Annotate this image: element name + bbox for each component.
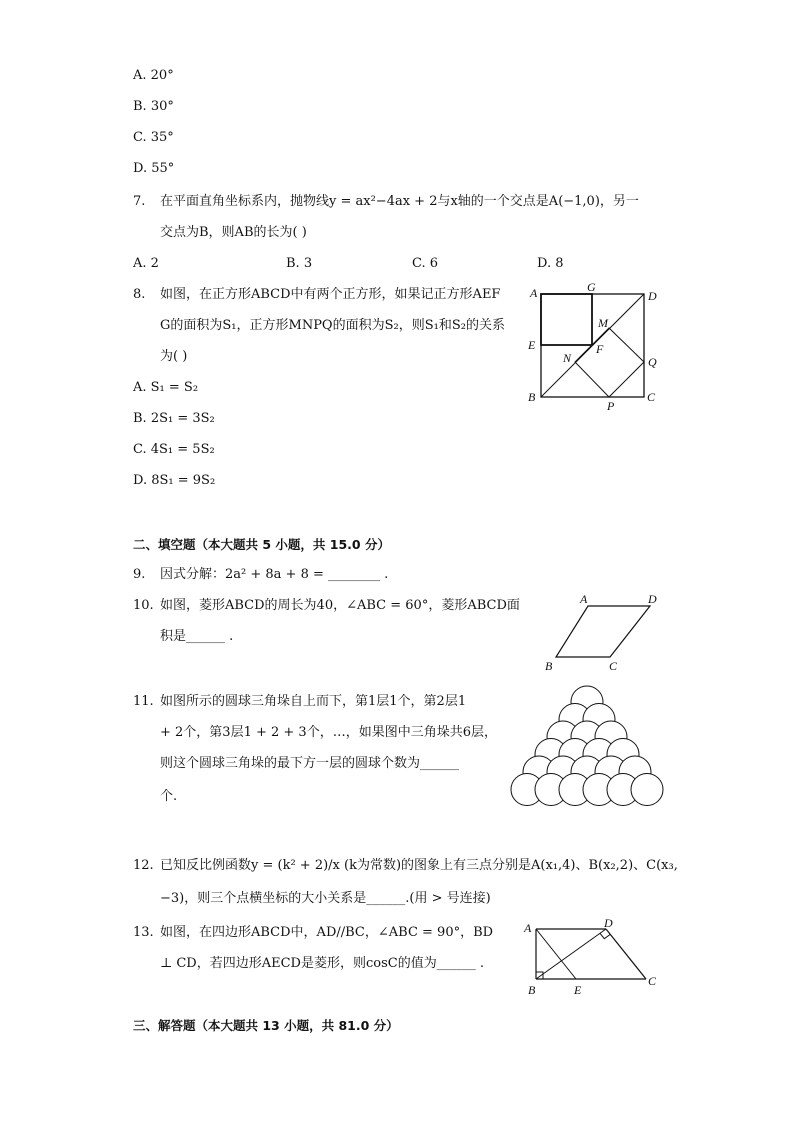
q8-label-m: M	[598, 316, 608, 330]
q8-number: 8.	[133, 287, 146, 302]
q13-stem-line2: ⊥ CD，若四边形AECD是菱形，则cosC的值为______ .	[160, 956, 484, 971]
q11-stem-line4: 个.	[160, 789, 178, 804]
q8-label-n: N	[563, 351, 572, 365]
q8-stem-line1: 如图，在正方形ABCD中有两个正方形，如果记正方形AEF	[160, 287, 501, 302]
q10-stem-line2: 积是______ .	[160, 629, 234, 644]
q11-ball-pile-figure	[510, 685, 665, 825]
q13-label-e: E	[574, 983, 582, 997]
q13-label-b: B	[528, 983, 536, 997]
section-2-heading: 二、填空题（本大题共 5 小题，共 15.0 分）	[133, 537, 390, 552]
q8-label-c: C	[647, 390, 656, 404]
q8-figure	[520, 280, 670, 413]
q10-label-c: C	[609, 659, 618, 673]
q12-stem-line2: −3)，则三个点横坐标的大小关系是______.(用 > 号连接)	[160, 891, 491, 906]
q6-option-a: A. 20°	[133, 68, 174, 83]
q8-stem-line3: 为( )	[160, 349, 188, 364]
q6-option-d: D. 55°	[133, 161, 175, 176]
q8-option-d: D. 8S₁ = 9S₂	[133, 473, 216, 488]
q13-figure	[520, 915, 665, 1000]
section-3-heading: 三、解答题（本大题共 13 小题，共 81.0 分）	[133, 1018, 399, 1033]
q7-option-d: D. 8	[537, 256, 564, 271]
q8-label-g: G	[587, 280, 596, 294]
q7-stem-line1: 在平面直角坐标系内，抛物线y = ax²−4ax + 2与x轴的一个交点是A(−1,0)，另一	[160, 194, 639, 209]
q8-label-d: D	[648, 289, 657, 303]
q13-label-a: A	[524, 921, 532, 935]
q10-label-a: A	[580, 592, 588, 606]
q10-label-d: D	[648, 592, 657, 606]
q13-stem-line1: 如图，在四边形ABCD中，AD//BC，∠ABC = 90°，BD	[160, 925, 494, 940]
ball	[631, 774, 663, 806]
q10-rhombus-figure	[540, 590, 670, 675]
q9-stem: 因式分解：2a² + 8a + 8 = ________ .	[160, 567, 389, 582]
q8-option-b: B. 2S₁ = 3S₂	[133, 411, 215, 426]
q8-label-f: F	[596, 342, 604, 356]
q13-number: 13.	[133, 925, 154, 940]
q8-option-a: A. S₁ = S₂	[133, 380, 199, 395]
q11-number: 11.	[133, 694, 154, 709]
q11-stem-line2: + 2个，第3层1 + 2 + 3个，…，如果图中三角垛共6层，	[160, 725, 497, 740]
q12-number: 12.	[133, 858, 154, 873]
q10-number: 10.	[133, 598, 154, 613]
q11-stem-line1: 如图所示的圆球三角垛自上而下，第1层1个，第2层1	[160, 694, 467, 709]
q8-label-a: A	[530, 286, 538, 300]
q6-option-c: C. 35°	[133, 130, 174, 145]
q8-label-q: Q	[648, 355, 657, 369]
q9-number: 9.	[133, 567, 146, 582]
q12-stem-line1: 已知反比例函数y = (k² + 2)/x (k为常数)的图象上有三点分别是A(x₁,4)、B(x₂,2)、C(x₃,	[160, 858, 678, 873]
q8-option-c: C. 4S₁ = 5S₂	[133, 442, 215, 457]
q13-label-c: C	[648, 974, 657, 988]
q8-stem-line2: G的面积为S₁，正方形MNPQ的面积为S₂，则S₁和S₂的关系	[160, 318, 505, 333]
q7-stem-line2: 交点为B，则AB的长为( )	[160, 225, 307, 240]
q8-label-b: B	[528, 390, 536, 404]
q8-label-p: P	[607, 399, 615, 413]
q7-option-c: C. 6	[412, 256, 439, 271]
q7-option-a: A. 2	[133, 256, 159, 271]
q6-option-b: B. 30°	[133, 99, 174, 114]
q10-stem-line1: 如图，菱形ABCD的周长为40，∠ABC = 60°，菱形ABCD面	[160, 598, 520, 613]
q7-option-b: B. 3	[286, 256, 313, 271]
q10-label-b: B	[545, 659, 553, 673]
q13-label-d: D	[604, 916, 613, 930]
q11-stem-line3: 则这个圆球三角垛的最下方一层的圆球个数为______	[160, 756, 460, 771]
q8-label-e: E	[528, 338, 536, 352]
q7-number: 7.	[133, 194, 146, 209]
